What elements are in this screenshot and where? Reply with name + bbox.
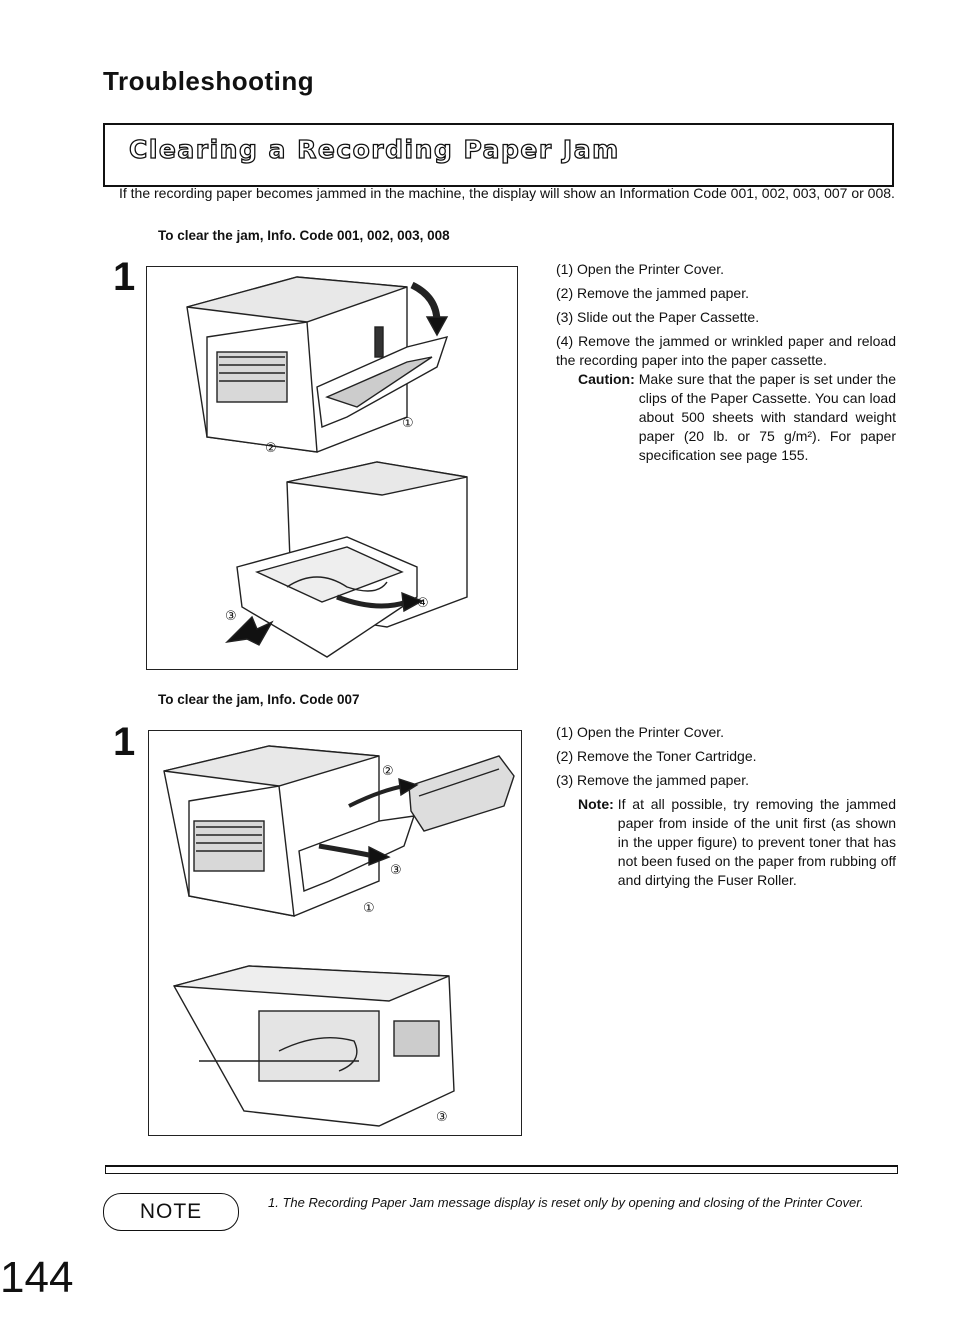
step-number-part1: 1 [113, 255, 136, 299]
section-title: Troubleshooting [103, 66, 315, 96]
page-number: 144 [0, 1253, 74, 1302]
callout-1: ① [402, 416, 414, 431]
instructions-part1 [556, 260, 896, 465]
step-number-part2: 1 [113, 720, 136, 764]
note-block [578, 795, 896, 890]
note-text: If at all possible, try removing the jammed paper from inside of the unit first (as shown in the upper figure) to prevent toner that has not been fused on the paper from rubbing off and dirtying the Fuser Roller. [617, 796, 896, 888]
callout-2: ② [382, 764, 394, 779]
note-label: Note: [578, 796, 614, 812]
step-2-1: (1) Open the Printer Cover. [556, 724, 725, 740]
step-1-2: (2) Remove the jammed paper. [556, 285, 749, 301]
caution-block [578, 370, 896, 465]
instructions-part2 [556, 723, 896, 890]
note-badge: NOTE [103, 1193, 239, 1231]
callout-3: ③ [225, 609, 237, 624]
figure-part1 [146, 266, 518, 670]
step-1-4: (4) Remove the jammed or wrinkled paper and reload the recording paper into the paper cassette. [556, 333, 896, 368]
intro-paragraph: If the recording paper becomes jammed in the machine, the display will show an Information Code 001, 002, 003, 007 or 008. [119, 185, 895, 201]
heading-box [103, 123, 894, 187]
caution-label: Caution: [578, 371, 635, 387]
step-1-1: (1) Open the Printer Cover. [556, 261, 725, 277]
callout-1: ① [363, 901, 375, 916]
callout-2: ② [265, 441, 277, 456]
figure-part2 [148, 730, 522, 1136]
fax-machine-illustration-part2 [149, 731, 521, 1135]
subheading-part1: To clear the jam, Info. Code 001, 002, 003, 008 [158, 228, 450, 243]
footnote-text: 1. The Recording Paper Jam message display is reset only by opening and closing of the Printer Cover. [268, 1195, 864, 1210]
callout-3b: ③ [436, 1110, 448, 1125]
step-2-2: (2) Remove the Toner Cartridge. [556, 748, 757, 764]
step-2-3: (3) Remove the jammed paper. [556, 772, 749, 788]
step-1-3: (3) Slide out the Paper Cassette. [556, 309, 760, 325]
callout-3: ③ [390, 863, 402, 878]
divider-rule [105, 1165, 898, 1174]
subheading-part2: To clear the jam, Info. Code 007 [158, 692, 360, 707]
page-heading: Clearing a Recording Paper Jam [129, 135, 620, 164]
caution-text: Make sure that the paper is set under the clips of the Paper Cassette. You can load about 500 sheets with standard weight paper (20 lb. or 75 g/m²). For paper specification see page 155. [638, 371, 896, 463]
fax-machine-illustration-part1 [147, 267, 517, 669]
callout-4: ④ [417, 596, 429, 611]
